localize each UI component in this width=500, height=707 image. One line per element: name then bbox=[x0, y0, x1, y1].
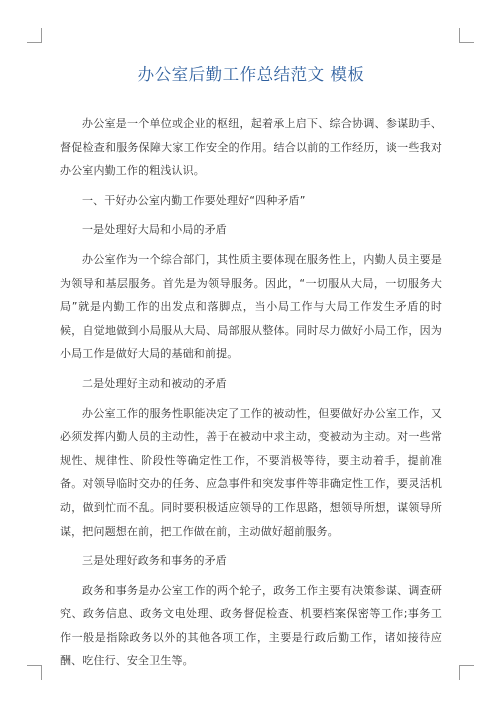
section-heading-1: 一、干好办公室内勤工作要处理好“四种矛盾” bbox=[82, 193, 306, 207]
subheading-3: 三是处理好政务和事务的矛盾 bbox=[82, 554, 227, 568]
document-body bbox=[60, 62, 442, 679]
body-paragraph-3: 政务和事务是办公室工作的两个轮子，政务工作主要有决策参谋、调查研究、政务信息、政务文电处理、政务督促检查、机要档案保密等工作;事务工作一般是指除政务以外的其他各项工作，主要是行政后勤工作，诸如接待应酬、吃住行、安全卫生等。 bbox=[60, 583, 442, 668]
intro-paragraph: 办公室是一个单位或企业的枢纽，起着承上启下、综合协调、参谋助手、督促检查和服务保障大家工作安全的作用。结合以前的工作经历，谈一些我对办公室内勤工作的粗浅认识。 bbox=[60, 117, 442, 178]
body-paragraph-2: 办公室工作的服务性职能决定了工作的被动性，但要做好办公室工作，又必须发挥内勤人员的主动性，善于在被动中求主动，变被动为主动。对一些常规性、规律性、阶段性等确定性工作，不要消极等待，要主动着手，提前准备。对领导临时交办的任务、应急事件和突发事件等非确定性工作，要灵活机动，做到忙而不乱。同时要积极适应领导的工作思路，想领导所想，谋领导所谋，把问题想在前，把工作做在前，主动做好超前服务。 bbox=[60, 406, 442, 538]
crop-mark-bottom-right bbox=[459, 665, 474, 680]
subheading-2: 二是处理好主动和被动的矛盾 bbox=[82, 376, 227, 390]
body-paragraph-1: 办公室作为一个综合部门，其性质主要体现在服务性上，内勤人员主要是为领导和基层服务。首先是为领导服务。因此，“一切服从大局，一切服务大局”就是内勤工作的出发点和落脚点，当小局工作与大局工作发生矛盾的时候，自觉地做到小局服从大局、局部服从整体。同时尽力做好小局工作，因为小局工作是做好大局的基础和前提。 bbox=[60, 252, 442, 361]
crop-mark-bottom-left bbox=[27, 665, 42, 680]
crop-mark-top-right bbox=[459, 28, 474, 43]
subheading-1: 一是处理好大局和小局的矛盾 bbox=[82, 223, 227, 237]
document-title: 办公室后勤工作总结范文 模板 bbox=[137, 65, 365, 84]
crop-mark-top-left bbox=[27, 28, 42, 43]
